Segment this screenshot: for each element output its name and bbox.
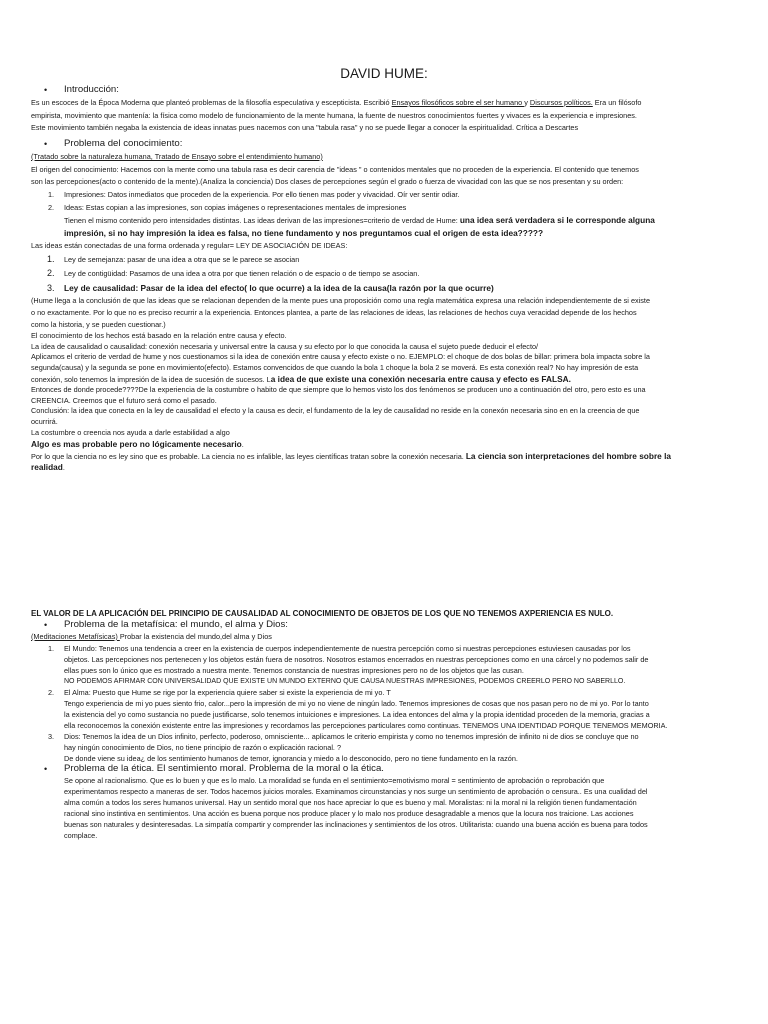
item-mundo-line-2: objetos. Las percepciones nos pertenecen y los objetos están fuera de nosotros. Nosotros estamos encerrados en nuestras percepciones como en una cárcel y no podemos salir de [64,655,649,664]
work-link-meditaciones[interactable]: (Meditaciones Metafísicas) [31,632,120,641]
causality-line-6: Aplicamos el criterio de verdad de hume y nos cuestionamos si la idea de conexión entre causa y efecto existe o no. EJEMPLO: el choque de dos bolas de billar: primera bola impacta sobre la [31,352,650,361]
metaphysics-heading: Problema de la metafísica: el mundo, el alma y Dios: [64,619,288,630]
work-link-ensayos[interactable]: Ensayos filosóficos sobre el ser humano [391,98,525,107]
causality-line-9: Entonces de donde procede????De la experiencia de la costumbre o habito de que siempre que lo hemos visto los dos fenómenos se producen uno a continuación del otro, pero esto es una [31,385,646,394]
ethics-line-2: experimentamos respecto a maneras de ser. Todos hacemos juicios morales. Examinamos circunstancias y nos surge un sentimiento de aprobación o censura.. Es una cualidad del [64,787,648,796]
page-title: DAVID HUME: [340,66,428,81]
item-mundo-line-1: El Mundo: Tenemos una tendencia a creer en la existencia de cuerpos independientemente de nuestra percepción como si nuestras percepciones estuviesen causadas por los [64,644,631,653]
causality-text: conexión, solo tenemos la impresión de la idea de sucesión de sucesos. L [31,375,271,384]
causality-line-16 [31,461,739,474]
list-item-ideas-cont-1 [64,214,740,227]
item-dios-line-3: De donde viene su idea¿ de los sentimiento humanos de temor, ignorancia y miedo a lo desconocido, pero no tiene fundamento en la razón. [64,754,518,763]
causality-line-13: La costumbre o creencia nos ayuda a darle estabilidad a algo [31,428,230,437]
ethics-line-4: racional sino instintiva en sentimientos. Una acción es buena porque nos produce placer y lo malo nos produce desagradable a menos que la locura nos traicione. Las acciones [64,809,634,818]
item-alma-line-1: El Alma: Puesto que Hume se rige por la experiencia quiere saber si existe la experiencia de mi yo. T [64,688,391,697]
causality-bold-text: a idea de que existe una conexión necesaria entre causa y efecto es FALSA. [270,374,571,384]
list-number: 1. [47,254,55,264]
causality-bold-text: La ciencia son interpretaciones del hombre sobre la [465,451,672,461]
list-number: 2. [47,268,55,278]
list-number: 1. [48,190,55,199]
intro-paragraph-line-1 [31,97,739,109]
bullet-icon: • [44,85,48,95]
intro-heading: Introducción: [64,84,119,95]
metaphysics-banner: EL VALOR DE LA APLICACIÓN DEL PRINCIPIO DE CAUSALIDAD AL CONOCIMIENTO DE OBJETOS DE LOS QUE NO TENEMOS AXPERIENCIA ES NULO. [31,609,614,618]
list-number: 3. [47,283,55,293]
list-item-ideas-cont-2: impresión, si no hay impresión la idea es falsa, no tiene fundamento y nos preguntamos cual el origen de esta idea????? [64,228,544,238]
item-alma-line-2: Tengo experiencia de mi yo pues siento frio, calor...pero la impresión de mi yo no viene de ningún lado. Tenemos impresiones de cosas que nos pasan pero no de mi yo. Por lo tanto [64,699,649,708]
law-semejanza: Ley de semejanza: pasar de una idea a otra que se le parece se asocian [64,255,300,264]
list-item-impresiones: Impresiones: Datos inmediatos que proceden de la experiencia. Por ello tienen mas poder y vivacidad. Oír ver sentir odiar. [64,190,460,199]
knowledge-line-2: son las percepciones(acto o contenido de la mente).(Analiza la conciencia) Dos clases de percepciones según el grado o fuerza de vivacidad con las que se nos presentan y su orden: [31,177,624,186]
item-mundo-line-3: ellas pues son lo único que es mostrado a nuestra mente. Tenemos constancia de nuestras impresiones pero no de los objetos que las cusan. [64,666,524,675]
list-item-ideas: Ideas: Estas copian a las impresiones, son copias imágenes o representaciones mentales de impresiones [64,203,407,212]
ethics-line-3: alma común a todos los seres humanos universal. Hay un sentido moral que nos hace apreciar lo que es bueno y mal. Moralistas: ni la moral ni la religión tienen fundamentación [64,798,637,807]
intro-text: Era un filósofo [592,98,642,107]
ethics-heading: Problema de la ética. El sentimiento moral. Problema de la moral o la ética. [64,763,384,774]
causality-line-4: El conocimiento de los hechos está basado en la relación entre causa y efecto. [31,331,287,340]
ethics-line-5: buenas son naturales y desinteresadas. La simpatía compartir y comprender las inclinaciones y sentimientos de los otros. Utilitarista: cuando una buena acción es buena para todos [64,820,648,829]
list-number: 2. [48,688,55,697]
ethics-line-6: complace. [64,831,98,840]
knowledge-heading: Problema del conocimiento: [64,138,183,149]
knowledge-line-1: El origen del conocimiento: Hacemos con la mente como una tabula rasa es decir carencia de "ideas " o contenidos mentales que no proceden de la experiencia. El contenido que tenemos [31,165,639,174]
causality-line-10: CREENCIA. Creemos que el futuro será como el pasado. [31,396,217,405]
causality-line-7: segunda(causa) y la segunda se pone en movimiento(efecto). Estamos convencidos de que cuando la bola 1 choque la bola 2 se moverá. Es esta conexión real? No hay impresión de esta [31,363,639,372]
causality-text: . [241,440,244,449]
knowledge-works-link[interactable]: (Tratado sobre la naturaleza humana, Tratado de Ensayo sobre el entendimiento humano) [31,152,323,161]
law-causalidad: Ley de causalidad: Pasar de la idea del efecto( lo que ocurre) a la idea de la causa(la razón por la que ocurre) [64,283,494,293]
causality-bold-text: realidad [31,462,63,472]
causality-line-3: como la historia, y se pueden cuestionar.) [31,320,166,329]
ideas-bold-text: una idea será verdadera si le corresponde alguna [459,215,655,225]
item-dios-line-1: Dios: Tenemos la idea de un Dios infinito, perfecto, poderoso, omnisciente... aplicamos le criterio empirista y como no tenemos impresión de infinito ni de dios se concluye que no [64,732,639,741]
causality-bold-text: Algo es mas probable pero no lógicamente necesario [31,439,242,449]
association-law-line: Las ideas están conectadas de una forma ordenada y regular= LEY DE ASOCIACIÓN DE IDEAS: [31,241,348,250]
work-link-discursos[interactable]: Discursos políticos. [529,98,593,107]
intro-text: y [524,98,530,107]
metaphysics-works-line [31,631,739,643]
intro-text: Es un escoces de la Época Moderna que planteó problemas de la filosofía especulativa y escepticista. Escribió [31,98,392,107]
bullet-icon: • [44,139,48,149]
causality-text: . [62,463,65,472]
item-dios-line-2: hay ningún conocimiento de Dios, no tiene principio de razón o explicación racional. ? [64,743,342,752]
item-mundo-line-4: NO PODEMOS AFIRMAR CON UNIVERSALIDAD QUE EXISTE UN MUNDO EXTERNO QUE CAUSA NUESTRAS IMPRESIONES, PODEMOS CREERLO PERO NO SABERLLO. [64,678,626,685]
item-alma-line-3: la existencia del yo como sustancia no puede justificarse, solo tenemos intuiciones e impresiones. La idea entonces del alma y la propia identidad proceden de la memoria, gracias a [64,710,650,719]
law-contiguidad: Ley de contigüidad: Pasamos de una idea a otra por que tienen relación o de espacio o de tiempo se asocian. [64,269,420,278]
causality-line-12: ocurrirá. [31,417,58,426]
intro-paragraph-line-3: Este movimiento también negaba la existencia de ideas innatas pues nacemos con una "tabula rasa" y no se puede llegar a conocer la espiritualidad. Crítica a Descartes [31,123,579,132]
bullet-icon: • [44,764,48,774]
intro-paragraph-line-2: empirista, movimiento que mantenía: la física como modelo de funcionamiento de la mente humana, la fuente de nuestros conocimientos fuertes y vivaces es la experiencia e impresiones. [31,111,637,120]
list-number: 1. [48,644,55,653]
causality-line-1: (Hume llega a la conclusión de que las ideas que se relacionan dependen de la mente pues una proposición como una regla matemática expresa una relación independientemente de si existe [31,296,651,305]
ideas-text: Tienen el mismo contenido pero intensidades distintas. Las ideas derivan de las impresiones=criterio de verdad de Hume: [64,216,460,225]
bullet-icon: • [44,620,48,630]
metaphysics-text: Probar la existencia del mundo,del alma y Dios [119,632,272,641]
ethics-line-1: Se opone al racionalismo. Que es lo buen y que es lo malo. La moralidad se funda en el sentimiento=emotivismo moral = sentimiento de aprobación o reprobación que [64,776,605,785]
list-number: 3. [48,732,55,741]
list-number: 2. [48,203,55,212]
causality-line-5: La idea de causalidad o causalidad: conexión necesaria y universal entre la causa y su efecto por lo que conocida la causa el sujeto puede deducir el efecto/ [31,342,539,351]
causality-text: Por lo que la ciencia no es ley sino que es probable. La ciencia no es infalible, las leyes científicas tratan sobre la conexión necesaria. [31,452,466,461]
causality-line-11: Conclusión: la idea que conecta en la ley de causalidad el efecto y la causa es decir, el fundamento de la ley de causalidad no reside en la conexón necesaria sino en en la creencia de que [31,406,640,415]
causality-line-2: o no exactamente. Por lo que no es preciso recurrir a la experiencia. Entonces plantea, a parte de las relaciones de ideas, las relaciones de hechos cuya veracidad depende de los hechos [31,308,637,317]
item-alma-line-4: ella reconocemos la conexión existente entre las impresiones y recordamos las percepciones particulares como continuas. TENEMOS UNA IDENTIDAD PORQUE TENEMOS MEMORIA. [64,721,668,730]
